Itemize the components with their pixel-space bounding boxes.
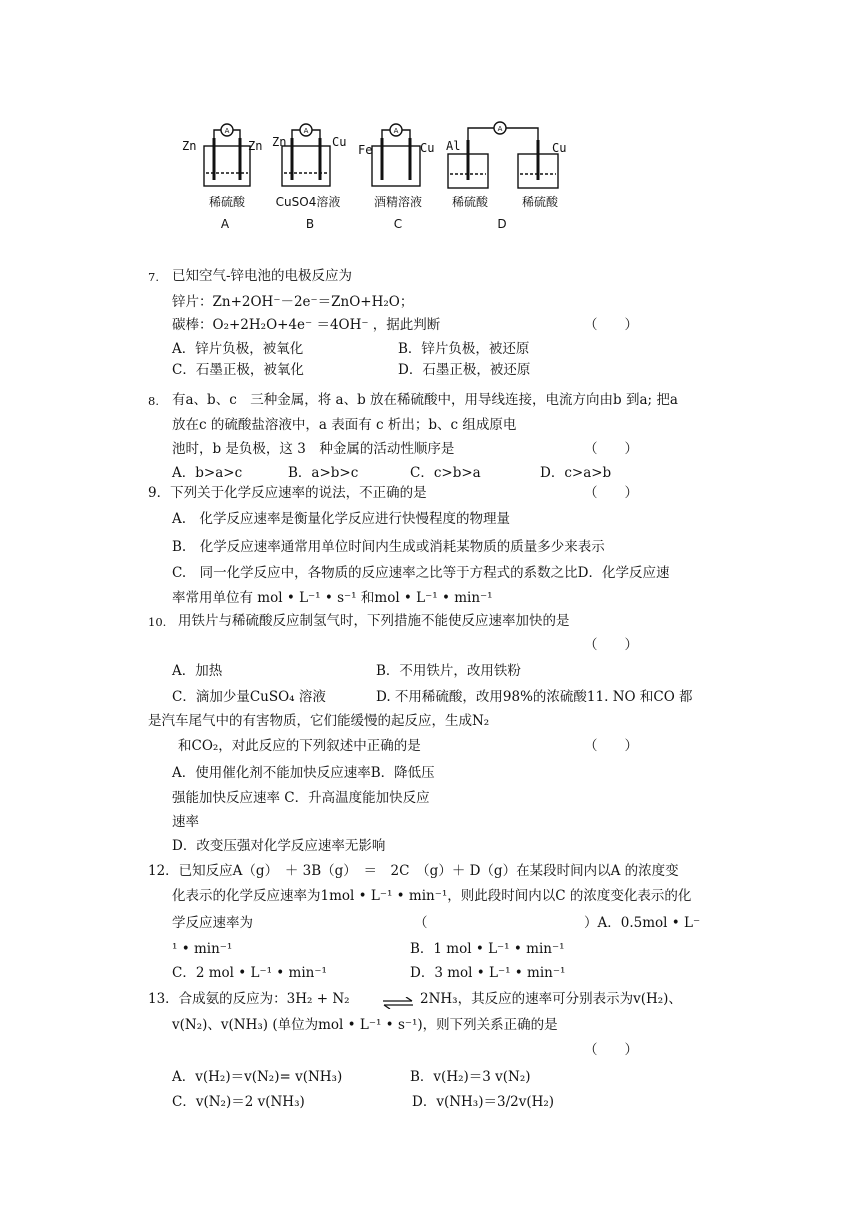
svg-text:C: C bbox=[393, 217, 403, 231]
q13-line2: v(N₂)、v(NH₃) (单位为mol • L⁻¹ • s⁻¹)，则下列关系正确的是 bbox=[172, 1017, 558, 1033]
svg-text:Cu: Cu bbox=[552, 141, 567, 155]
q10-option-a: A．加热 bbox=[172, 663, 223, 679]
q12-option-a: ）A．0.5mol • L⁻ bbox=[584, 915, 701, 931]
q13-option-b: B．v(H₂)＝3 v(N₂) bbox=[410, 1069, 531, 1085]
galvanic-cells-diagram bbox=[178, 118, 570, 236]
beaker-a bbox=[204, 146, 250, 186]
q10-option-d: D. 不用稀硫酸，改用98%的浓硫酸11. NO 和CO 都 bbox=[376, 689, 693, 705]
q7-option-b: B．锌片负极，被还原 bbox=[398, 341, 530, 357]
svg-text:A: A bbox=[303, 127, 309, 135]
q8-line3: 池时，b 是负极，这 3 种金属的活动性顺序是 bbox=[172, 441, 455, 457]
q8-option-a: A．b>a>c bbox=[172, 465, 243, 481]
q9-option-a: A. 化学反应速率是衡量化学反应进行快慢程度的物理量 bbox=[172, 511, 511, 527]
svg-text:酒精溶液: 酒精溶液 bbox=[373, 195, 423, 209]
svg-text:B: B bbox=[305, 217, 315, 231]
svg-text:Fe: Fe bbox=[358, 143, 373, 157]
q7-answer-paren: （ ） bbox=[584, 317, 638, 333]
svg-text:Cu: Cu bbox=[420, 141, 435, 155]
q9-answer-paren: （ ） bbox=[584, 485, 638, 501]
q8-option-c: C．c>b>a bbox=[410, 465, 481, 481]
q12-option-d: D．3 mol • L⁻¹ • min⁻¹ bbox=[410, 965, 566, 981]
q12-line1: 12．已知反应A（g） ＋ 3B（g） ＝ 2C （g）＋ D（g）在某段时间内以A 的浓度变 bbox=[148, 863, 679, 879]
svg-text:Zn: Zn bbox=[248, 139, 263, 153]
q8-line2: 放在c 的硫酸盐溶液中，a 表面有 c 析出；b、c 组成原电 bbox=[172, 417, 517, 433]
beaker-c bbox=[372, 146, 420, 186]
q11-line3: A．使用催化剂不能加快反应速率B．降低压 bbox=[172, 765, 435, 781]
svg-text:Cu: Cu bbox=[332, 135, 347, 149]
q7-number: 7. bbox=[148, 270, 159, 284]
svg-text:A: A bbox=[393, 127, 399, 135]
svg-text:A: A bbox=[224, 127, 230, 135]
q7-line1: 锌片：Zn+2OH⁻－2e⁻＝ZnO+H₂O； bbox=[172, 294, 414, 310]
svg-text:稀硫酸: 稀硫酸 bbox=[451, 195, 489, 209]
q12-option-c: C．2 mol • L⁻¹ • min⁻¹ bbox=[172, 965, 327, 981]
q8-number: 8. bbox=[148, 394, 159, 408]
q13-answer-paren: （ ） bbox=[584, 1042, 638, 1058]
q11-answer-paren: （ ） bbox=[584, 738, 638, 754]
q7-option-d: D．石墨正极，被还原 bbox=[398, 362, 531, 378]
electrochemistry-figure bbox=[178, 118, 570, 236]
q12-line2: 化表示的化学反应速率为1mol • L⁻¹ • min⁻¹，则此段时间内以C 的浓度变化表示的化 bbox=[172, 888, 692, 904]
q7-stem: 已知空气-锌电池的电极反应为 bbox=[172, 268, 353, 284]
q13-line1b: 2NH₃，其反应的速率可分别表示为v(H₂)、 bbox=[420, 991, 682, 1007]
q13-option-d: D．v(NH₃)＝3/2v(H₂) bbox=[412, 1094, 555, 1110]
q10-stem: 用铁片与稀硫酸反应制氢气时，下列措施不能使反应速率加快的是 bbox=[178, 613, 570, 629]
svg-text:Zn: Zn bbox=[182, 139, 197, 153]
svg-text:稀硫酸: 稀硫酸 bbox=[521, 195, 559, 209]
q11-line4: 强能加快反应速率 C．升高温度能加快反应 bbox=[172, 790, 430, 806]
q10-option-c: C．滴加少量CuSO₄ 溶液 bbox=[172, 689, 326, 705]
q11-line1: 是汽车尾气中的有害物质，它们能缓慢的起反应，生成N₂ bbox=[148, 713, 490, 729]
q10-option-b: B．不用铁片，改用铁粉 bbox=[376, 663, 521, 679]
q13-option-c: C．v(N₂)＝2 v(NH₃) bbox=[172, 1094, 305, 1110]
svg-text:CuSO4溶液: CuSO4溶液 bbox=[275, 195, 341, 209]
q12-option-a-continued: ¹ • min⁻¹ bbox=[172, 941, 233, 957]
q9-option-b: B. 化学反应速率通常用单位时间内生成或消耗某物质的质量多少来表示 bbox=[172, 539, 605, 555]
q9-stem: 9．下列关于化学反应速率的说法，不正确的是 bbox=[148, 485, 427, 501]
q11-line6: D．改变压强对化学反应速率无影响 bbox=[172, 838, 386, 854]
q12-option-b: B．1 mol • L⁻¹ • min⁻¹ bbox=[410, 941, 565, 957]
q10-number: 10. bbox=[148, 615, 167, 629]
svg-text:Zn: Zn bbox=[272, 135, 287, 149]
q8-option-b: B．a>b>c bbox=[288, 465, 359, 481]
q11-line2: 和CO₂，对此反应的下列叙述中正确的是 bbox=[178, 738, 421, 754]
q8-line1: 有a、b、c 三种金属，将 a、b 放在稀硫酸中，用导线连接，电流方向由b 到a; 把a bbox=[172, 392, 678, 408]
svg-text:A: A bbox=[497, 125, 503, 133]
svg-text:A: A bbox=[220, 217, 230, 231]
svg-text:Al: Al bbox=[446, 139, 461, 153]
q11-line5: 速率 bbox=[172, 814, 199, 830]
q10-answer-paren: （ ） bbox=[584, 637, 638, 653]
beaker-b bbox=[282, 146, 330, 186]
q13-line1a: 13．合成氨的反应为：3H₂ + N₂ bbox=[148, 991, 350, 1007]
q12-line3: 学反应速率为 bbox=[172, 915, 253, 931]
q8-option-d: D．c>a>b bbox=[540, 465, 612, 481]
q9-option-c: C. 同一化学反应中，各物质的反应速率之比等于方程式的系数之比D．化学反应速 bbox=[172, 565, 670, 581]
svg-text:稀硫酸: 稀硫酸 bbox=[208, 195, 246, 209]
q7-option-c: C．石墨正极，被氧化 bbox=[172, 362, 304, 378]
q7-line2: 碳棒：O₂+2H₂O+4e⁻ ＝4OH⁻ ，据此判断 bbox=[172, 317, 441, 333]
q12-paren-open: （ bbox=[414, 915, 428, 931]
q13-option-a: A．v(H₂)＝v(N₂)= v(NH₃) bbox=[172, 1069, 343, 1085]
q8-answer-paren: （ ） bbox=[584, 441, 638, 457]
equilibrium-arrow-icon bbox=[382, 994, 414, 1013]
q9-option-c-continued: 率常用单位有 mol • L⁻¹ • s⁻¹ 和mol • L⁻¹ • min⁻¹ bbox=[172, 590, 493, 606]
q7-option-a: A．锌片负极，被氧化 bbox=[172, 341, 304, 357]
svg-text:D: D bbox=[497, 217, 507, 231]
